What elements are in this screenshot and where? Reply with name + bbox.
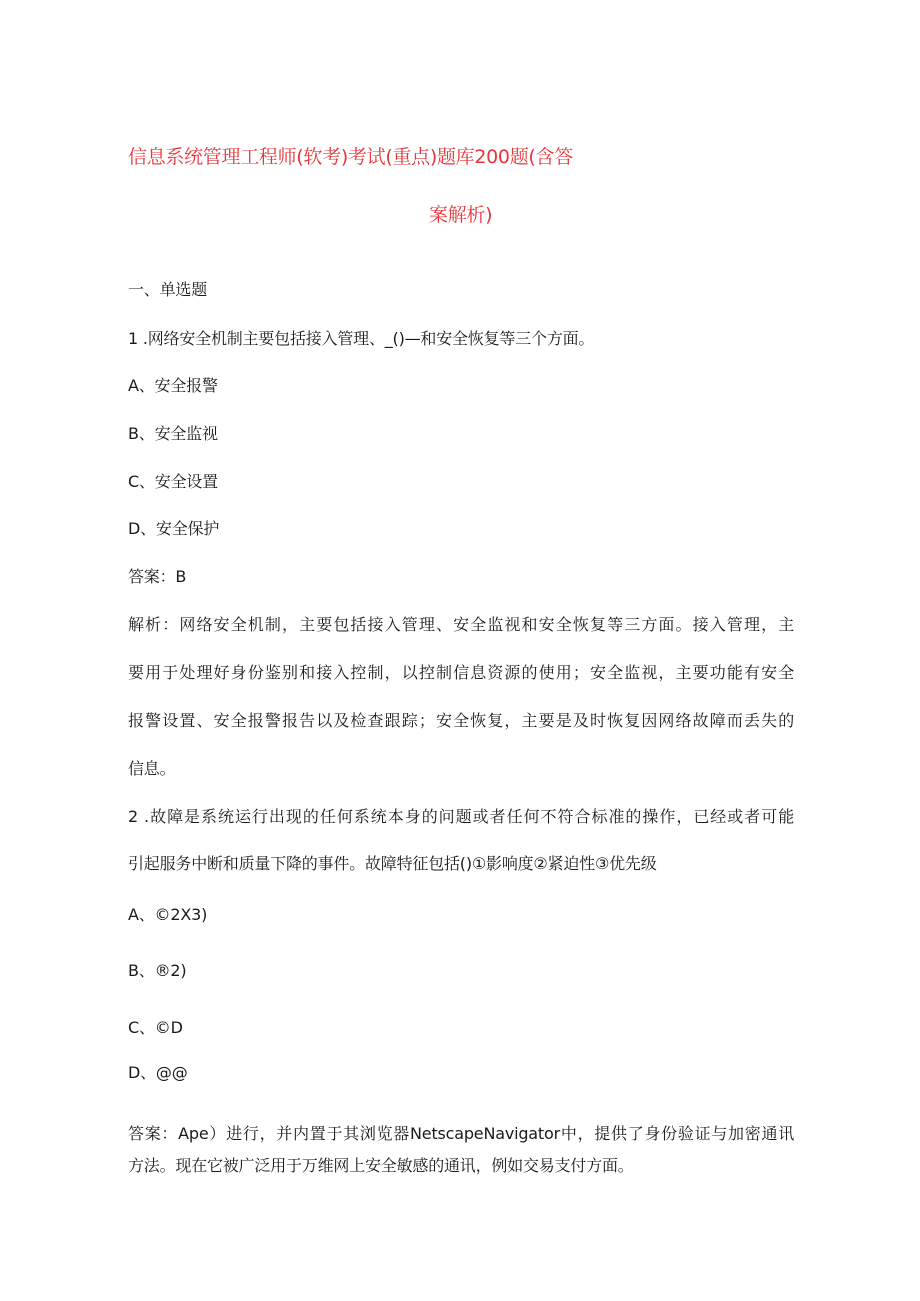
question-1-option-d: D、安全保护 bbox=[128, 519, 220, 538]
question-2-option-a: A、©2X3) bbox=[128, 905, 208, 924]
question-2-option-c: C、©D bbox=[128, 1018, 183, 1037]
question-1-option-c: C、安全设置 bbox=[128, 472, 218, 491]
question-1-explanation-line-3: 报警设置、安全报警报告以及检查跟踪；安全恢复，主要是及时恢复因网络故障而丢失的 bbox=[128, 711, 794, 730]
question-1-explanation-line-1: 解析：网络安全机制，主要包括接入管理、安全监视和安全恢复等三方面。接入管理，主 bbox=[128, 615, 794, 634]
question-1-explanation-line-2: 要用于处理好身份鉴别和接入控制，以控制信息资源的使用；安全监视，主要功能有安全 bbox=[128, 663, 794, 682]
section-heading: 一、单选题 bbox=[128, 280, 208, 299]
question-1-answer: 答案：B bbox=[128, 567, 187, 586]
question-2-stem-line-2: 引起服务中断和质量下降的事件。故障特征包括()①影响度②紧迫性③优先级 bbox=[128, 854, 657, 873]
question-2-option-d: D、@@ bbox=[128, 1063, 188, 1082]
question-2-answer-line-2: 方法。现在它被广泛用于万维网上安全敏感的通讯，例如交易支付方面。 bbox=[128, 1156, 634, 1175]
question-2-stem-line-1: 2 .故障是系统运行出现的任何系统本身的问题或者任何不符合标准的操作，已经或者可能 bbox=[128, 807, 794, 826]
question-1-option-a: A、安全报警 bbox=[128, 376, 218, 395]
question-2-option-b: B、®2) bbox=[128, 961, 187, 980]
document-title-line-2: 案解析) bbox=[429, 204, 493, 226]
question-1-stem: 1 .网络安全机制主要包括接入管理、_()—和安全恢复等三个方面。 bbox=[128, 329, 595, 348]
question-1-explanation-line-4: 信息。 bbox=[128, 759, 176, 778]
document-title-line-1: 信息系统管理工程师(软考)考试(重点)题库200题(含答 bbox=[128, 146, 573, 168]
question-2-answer-line-1: 答案：Ape）进行，并内置于其浏览器NetscapeNavigator中，提供了身份验证与加密通讯 bbox=[128, 1124, 794, 1143]
question-1-option-b: B、安全监视 bbox=[128, 424, 218, 443]
